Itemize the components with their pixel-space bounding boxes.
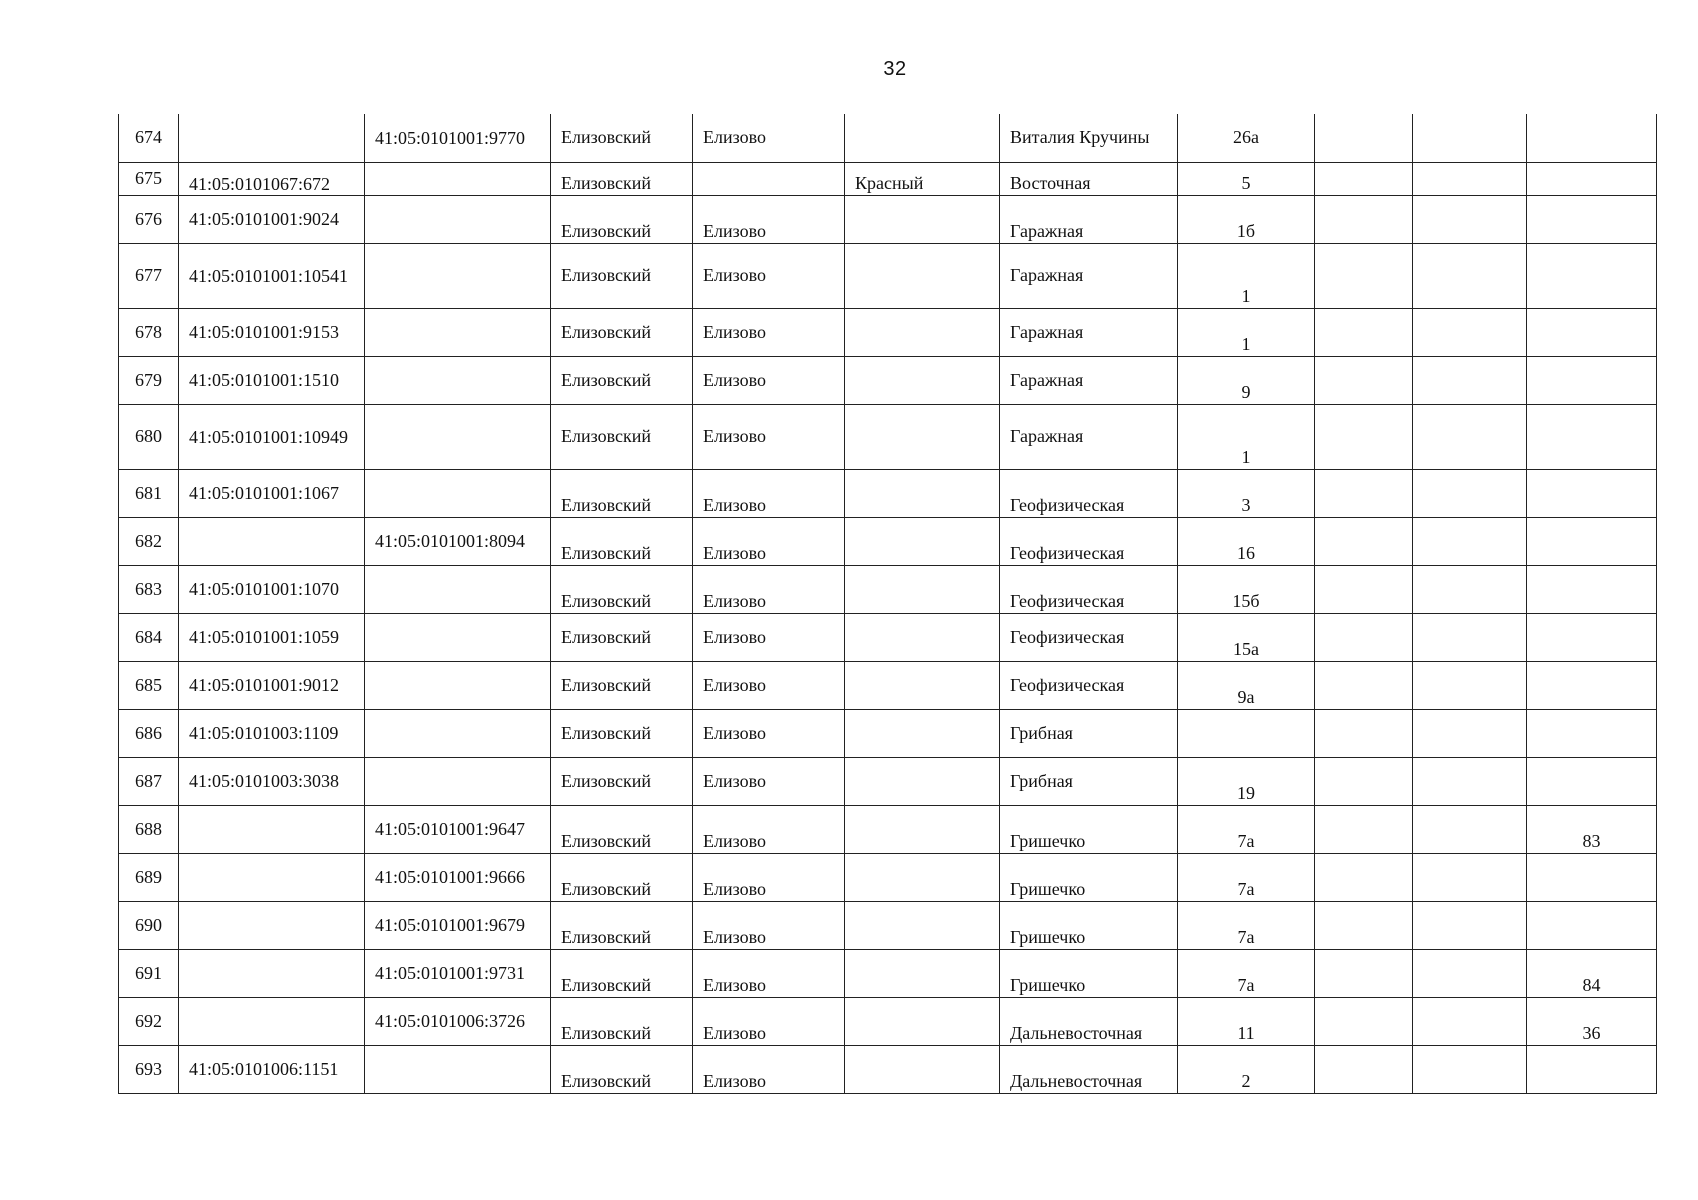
district-cell: Елизовский — [551, 114, 693, 162]
district-cell: Елизовский — [551, 1045, 693, 1093]
extra-cell-1 — [1315, 709, 1413, 757]
table-row — [119, 997, 1657, 1045]
extra-cell-1 — [1315, 613, 1413, 661]
extra-cell-1 — [1315, 114, 1413, 162]
city-cell: Елизово — [693, 997, 845, 1045]
row-number: 688 — [119, 805, 179, 853]
table-row — [119, 757, 1657, 805]
table-row — [119, 404, 1657, 469]
city-cell: Елизово — [693, 661, 845, 709]
cadastral-number-secondary — [365, 757, 551, 805]
extra-cell-2 — [1413, 114, 1527, 162]
extra-cell-2 — [1413, 517, 1527, 565]
settlement-cell — [845, 356, 1000, 404]
house-cell: 1 — [1178, 243, 1315, 308]
district-cell: Елизовский — [551, 517, 693, 565]
street-cell: Гришечко — [1000, 901, 1178, 949]
extra-cell-2 — [1413, 661, 1527, 709]
table-row — [119, 805, 1657, 853]
extra-cell-1 — [1315, 565, 1413, 613]
settlement-cell — [845, 1045, 1000, 1093]
district-cell: Елизовский — [551, 853, 693, 901]
row-number: 674 — [119, 114, 179, 162]
settlement-cell — [845, 469, 1000, 517]
district-cell: Елизовский — [551, 661, 693, 709]
cadastral-number-secondary: 41:05:0101001:9731 — [365, 949, 551, 997]
settlement-cell — [845, 308, 1000, 356]
street-cell: Гаражная — [1000, 195, 1178, 243]
settlement-cell — [845, 805, 1000, 853]
extra-cell-2 — [1413, 613, 1527, 661]
row-number: 690 — [119, 901, 179, 949]
page-number: 32 — [883, 58, 907, 80]
house-cell: 11 — [1178, 997, 1315, 1045]
city-cell: Елизово — [693, 709, 845, 757]
house-cell — [1178, 709, 1315, 757]
house-cell: 15б — [1178, 565, 1315, 613]
city-cell: Елизово — [693, 757, 845, 805]
city-cell: Елизово — [693, 949, 845, 997]
city-cell: Елизово — [693, 1045, 845, 1093]
cadastral-number: 41:05:0101001:10949 — [179, 404, 365, 469]
table-row — [119, 709, 1657, 757]
cadastral-number-secondary: 41:05:0101001:8094 — [365, 517, 551, 565]
extra-cell-1 — [1315, 404, 1413, 469]
cadastral-number — [179, 853, 365, 901]
cadastral-number-secondary: 41:05:0101001:9666 — [365, 853, 551, 901]
district-cell: Елизовский — [551, 949, 693, 997]
house-cell: 7а — [1178, 901, 1315, 949]
district-cell: Елизовский — [551, 356, 693, 404]
table-row — [119, 243, 1657, 308]
cadastral-number: 41:05:0101001:1067 — [179, 469, 365, 517]
street-cell: Гаражная — [1000, 308, 1178, 356]
row-number: 687 — [119, 757, 179, 805]
extra-cell-1 — [1315, 243, 1413, 308]
house-cell: 16 — [1178, 517, 1315, 565]
cadastral-number-secondary — [365, 469, 551, 517]
settlement-cell — [845, 661, 1000, 709]
cadastral-number: 41:05:0101001:1510 — [179, 356, 365, 404]
street-cell: Гаражная — [1000, 404, 1178, 469]
street-cell: Грибная — [1000, 709, 1178, 757]
settlement-cell — [845, 613, 1000, 661]
district-cell: Елизовский — [551, 162, 693, 195]
row-number: 686 — [119, 709, 179, 757]
extra-cell-3 — [1527, 901, 1657, 949]
district-cell: Елизовский — [551, 709, 693, 757]
table-row — [119, 613, 1657, 661]
house-cell: 19 — [1178, 757, 1315, 805]
cadastral-number: 41:05:0101001:1059 — [179, 613, 365, 661]
cadastral-number-secondary — [365, 1045, 551, 1093]
district-cell: Елизовский — [551, 613, 693, 661]
settlement-cell — [845, 565, 1000, 613]
cadastral-number-secondary — [365, 195, 551, 243]
district-cell: Елизовский — [551, 805, 693, 853]
city-cell: Елизово — [693, 243, 845, 308]
house-cell: 1б — [1178, 195, 1315, 243]
extra-cell-3 — [1527, 356, 1657, 404]
extra-cell-1 — [1315, 1045, 1413, 1093]
row-number: 693 — [119, 1045, 179, 1093]
cadastral-number-secondary — [365, 661, 551, 709]
extra-cell-3: 83 — [1527, 805, 1657, 853]
table-row — [119, 469, 1657, 517]
city-cell: Елизово — [693, 517, 845, 565]
street-cell: Гришечко — [1000, 949, 1178, 997]
cadastral-number: 41:05:0101001:9153 — [179, 308, 365, 356]
table-row — [119, 114, 1657, 162]
cadastral-number: 41:05:0101001:9024 — [179, 195, 365, 243]
row-number: 675 — [119, 162, 179, 195]
city-cell: Елизово — [693, 114, 845, 162]
extra-cell-1 — [1315, 949, 1413, 997]
settlement-cell — [845, 901, 1000, 949]
cadastral-number-secondary — [365, 613, 551, 661]
city-cell: Елизово — [693, 901, 845, 949]
city-cell: Елизово — [693, 565, 845, 613]
city-cell: Елизово — [693, 805, 845, 853]
row-number: 682 — [119, 517, 179, 565]
extra-cell-2 — [1413, 162, 1527, 195]
cadastral-number — [179, 114, 365, 162]
row-number: 681 — [119, 469, 179, 517]
extra-cell-2 — [1413, 308, 1527, 356]
extra-cell-2 — [1413, 243, 1527, 308]
extra-cell-2 — [1413, 805, 1527, 853]
cadastral-number — [179, 949, 365, 997]
cadastral-number-secondary: 41:05:0101001:9647 — [365, 805, 551, 853]
row-number: 692 — [119, 997, 179, 1045]
street-cell: Геофизическая — [1000, 613, 1178, 661]
settlement-cell — [845, 404, 1000, 469]
address-registry-table — [118, 114, 1657, 1094]
table-row — [119, 162, 1657, 195]
extra-cell-3 — [1527, 243, 1657, 308]
settlement-cell — [845, 709, 1000, 757]
extra-cell-3 — [1527, 709, 1657, 757]
row-number: 678 — [119, 308, 179, 356]
extra-cell-2 — [1413, 195, 1527, 243]
extra-cell-1 — [1315, 469, 1413, 517]
city-cell: Елизово — [693, 613, 845, 661]
cadastral-number — [179, 517, 365, 565]
house-cell: 7а — [1178, 805, 1315, 853]
cadastral-number-secondary — [365, 356, 551, 404]
cadastral-number: 41:05:0101006:1151 — [179, 1045, 365, 1093]
table-row — [119, 517, 1657, 565]
settlement-cell — [845, 195, 1000, 243]
cadastral-number-secondary — [365, 565, 551, 613]
extra-cell-3 — [1527, 661, 1657, 709]
cadastral-number-secondary: 41:05:0101006:3726 — [365, 997, 551, 1045]
cadastral-number: 41:05:0101001:1070 — [179, 565, 365, 613]
table-row — [119, 195, 1657, 243]
extra-cell-2 — [1413, 356, 1527, 404]
house-cell: 2 — [1178, 1045, 1315, 1093]
street-cell: Грибная — [1000, 757, 1178, 805]
house-cell: 7а — [1178, 949, 1315, 997]
district-cell: Елизовский — [551, 243, 693, 308]
district-cell: Елизовский — [551, 997, 693, 1045]
extra-cell-3 — [1527, 565, 1657, 613]
extra-cell-2 — [1413, 901, 1527, 949]
house-cell: 26а — [1178, 114, 1315, 162]
cadastral-number — [179, 997, 365, 1045]
street-cell: Геофизическая — [1000, 517, 1178, 565]
row-number: 680 — [119, 404, 179, 469]
extra-cell-2 — [1413, 757, 1527, 805]
street-cell: Гаражная — [1000, 243, 1178, 308]
city-cell: Елизово — [693, 308, 845, 356]
city-cell: Елизово — [693, 404, 845, 469]
cadastral-number-secondary — [365, 709, 551, 757]
extra-cell-2 — [1413, 565, 1527, 613]
table-row — [119, 308, 1657, 356]
extra-cell-1 — [1315, 356, 1413, 404]
settlement-cell — [845, 757, 1000, 805]
settlement-cell: Красный — [845, 162, 1000, 195]
street-cell: Восточная — [1000, 162, 1178, 195]
cadastral-number: 41:05:0101067:672 — [179, 162, 365, 195]
row-number: 676 — [119, 195, 179, 243]
street-cell: Дальневосточная — [1000, 1045, 1178, 1093]
settlement-cell — [845, 853, 1000, 901]
house-cell: 9а — [1178, 661, 1315, 709]
house-cell: 7а — [1178, 853, 1315, 901]
city-cell: Елизово — [693, 356, 845, 404]
extra-cell-1 — [1315, 517, 1413, 565]
settlement-cell — [845, 114, 1000, 162]
table-row — [119, 1045, 1657, 1093]
cadastral-number: 41:05:0101001:9012 — [179, 661, 365, 709]
street-cell: Виталия Кручины — [1000, 114, 1178, 162]
street-cell: Дальневосточная — [1000, 997, 1178, 1045]
settlement-cell — [845, 949, 1000, 997]
street-cell: Гришечко — [1000, 853, 1178, 901]
extra-cell-3 — [1527, 517, 1657, 565]
street-cell: Геофизическая — [1000, 661, 1178, 709]
extra-cell-3: 36 — [1527, 997, 1657, 1045]
district-cell: Елизовский — [551, 565, 693, 613]
city-cell — [693, 162, 845, 195]
city-cell: Елизово — [693, 195, 845, 243]
extra-cell-2 — [1413, 949, 1527, 997]
extra-cell-3: 84 — [1527, 949, 1657, 997]
settlement-cell — [845, 517, 1000, 565]
settlement-cell — [845, 997, 1000, 1045]
table-row — [119, 901, 1657, 949]
settlement-cell — [845, 243, 1000, 308]
table-row — [119, 356, 1657, 404]
extra-cell-3 — [1527, 404, 1657, 469]
street-cell: Геофизическая — [1000, 565, 1178, 613]
extra-cell-1 — [1315, 901, 1413, 949]
row-number: 684 — [119, 613, 179, 661]
extra-cell-2 — [1413, 469, 1527, 517]
city-cell: Елизово — [693, 469, 845, 517]
extra-cell-1 — [1315, 997, 1413, 1045]
extra-cell-1 — [1315, 195, 1413, 243]
extra-cell-3 — [1527, 195, 1657, 243]
cadastral-number: 41:05:0101001:10541 — [179, 243, 365, 308]
district-cell: Елизовский — [551, 195, 693, 243]
district-cell: Елизовский — [551, 308, 693, 356]
extra-cell-3 — [1527, 1045, 1657, 1093]
cadastral-number: 41:05:0101003:1109 — [179, 709, 365, 757]
street-cell: Гришечко — [1000, 805, 1178, 853]
row-number: 679 — [119, 356, 179, 404]
cadastral-number-secondary — [365, 404, 551, 469]
house-cell: 1 — [1178, 404, 1315, 469]
city-cell: Елизово — [693, 853, 845, 901]
house-cell: 9 — [1178, 356, 1315, 404]
table-row — [119, 565, 1657, 613]
extra-cell-1 — [1315, 308, 1413, 356]
cadastral-number-secondary: 41:05:0101001:9770 — [365, 114, 551, 162]
district-cell: Елизовский — [551, 901, 693, 949]
extra-cell-1 — [1315, 853, 1413, 901]
extra-cell-2 — [1413, 404, 1527, 469]
extra-cell-1 — [1315, 805, 1413, 853]
extra-cell-1 — [1315, 661, 1413, 709]
extra-cell-3 — [1527, 162, 1657, 195]
extra-cell-2 — [1413, 709, 1527, 757]
district-cell: Елизовский — [551, 757, 693, 805]
cadastral-number-secondary — [365, 308, 551, 356]
cadastral-number-secondary: 41:05:0101001:9679 — [365, 901, 551, 949]
table-row — [119, 949, 1657, 997]
extra-cell-3 — [1527, 853, 1657, 901]
house-cell: 5 — [1178, 162, 1315, 195]
extra-cell-2 — [1413, 853, 1527, 901]
extra-cell-3 — [1527, 757, 1657, 805]
district-cell: Елизовский — [551, 469, 693, 517]
house-cell: 3 — [1178, 469, 1315, 517]
house-cell: 1 — [1178, 308, 1315, 356]
row-number: 689 — [119, 853, 179, 901]
extra-cell-1 — [1315, 757, 1413, 805]
cadastral-number: 41:05:0101003:3038 — [179, 757, 365, 805]
table-row — [119, 661, 1657, 709]
street-cell: Геофизическая — [1000, 469, 1178, 517]
district-cell: Елизовский — [551, 404, 693, 469]
house-cell: 15а — [1178, 613, 1315, 661]
extra-cell-2 — [1413, 1045, 1527, 1093]
street-cell: Гаражная — [1000, 356, 1178, 404]
row-number: 677 — [119, 243, 179, 308]
extra-cell-3 — [1527, 613, 1657, 661]
cadastral-number-secondary — [365, 162, 551, 195]
row-number: 691 — [119, 949, 179, 997]
row-number: 683 — [119, 565, 179, 613]
table-row — [119, 853, 1657, 901]
cadastral-number — [179, 901, 365, 949]
extra-cell-3 — [1527, 114, 1657, 162]
row-number: 685 — [119, 661, 179, 709]
extra-cell-2 — [1413, 997, 1527, 1045]
cadastral-number — [179, 805, 365, 853]
cadastral-number-secondary — [365, 243, 551, 308]
extra-cell-1 — [1315, 162, 1413, 195]
extra-cell-3 — [1527, 308, 1657, 356]
extra-cell-3 — [1527, 469, 1657, 517]
